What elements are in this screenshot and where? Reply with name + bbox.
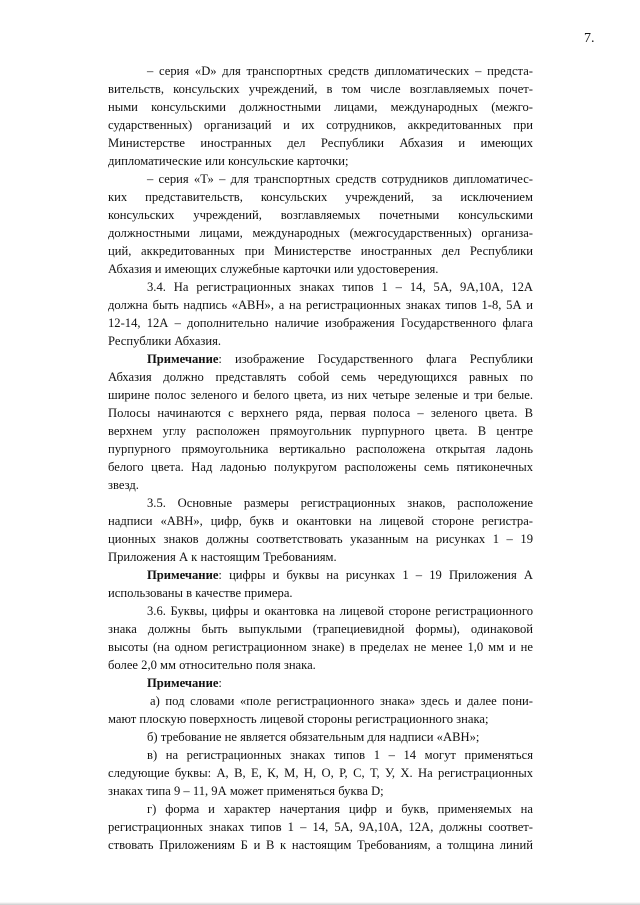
note-label: Примечание [147, 568, 219, 582]
text-line: знака должны быть выпуклыми (трапециевидной формы), одинаковой [108, 622, 533, 636]
text-line: ными консульскими должностными лицами, международных (межго- [108, 100, 533, 114]
note-text: : изображение Государственного флага Республики [218, 352, 533, 366]
text-line: верхнем углу расположен прямоугольник пурпурного цвета. В центре [108, 424, 533, 438]
text-line: – серия «D» для транспортных средств дипломатических – предста- [147, 64, 533, 78]
note-text: : цифры и буквы на рисунках 1 – 19 Приложения А [218, 568, 533, 582]
text-line: ких представительств, консульских учреждений, за исключением [108, 190, 533, 204]
paragraph [108, 728, 533, 746]
text-line: белого цвета. Над ладонью полукругом расположены семь пятиконечных [108, 460, 533, 474]
text-line: дипломатические или консульские карточки; [108, 154, 349, 168]
text-line: Приложения А к настоящим Требованиям. [108, 550, 337, 564]
paragraph [108, 692, 533, 728]
text-line: более 2,0 мм относительно поля знака. [108, 658, 316, 672]
page-number: 7. [584, 31, 595, 46]
text-line: а) под словами «поле регистрационного знака» здесь и далее пони- [150, 694, 533, 708]
text-line: консульских учреждений, возглавляемых почетными консульскими [108, 208, 533, 222]
note-label: Примечание [147, 676, 219, 690]
text-line: 12-14, 12А – дополнительно наличие изображения Государственного флага [108, 316, 533, 330]
text-line: звезд. [108, 478, 139, 492]
note-text: : [218, 676, 222, 690]
text-line: – серия «Т» – для транспортных средств сотрудников дипломатичес- [147, 172, 533, 186]
text-line: 3.5. Основные размеры регистрационных знаков, расположение [147, 496, 533, 510]
text-line: в) на регистрационных знаках типов 1 – 14 могут применяться [147, 748, 533, 762]
note-label: Примечание [147, 352, 219, 366]
paragraph [108, 746, 533, 800]
paragraph [108, 170, 533, 278]
paragraph [108, 494, 533, 566]
text-line: регистрационных знаках типов 1 – 14, 5А, 9А,10А, 12А, должны соответ- [108, 820, 533, 834]
paragraph [108, 350, 533, 494]
text-line: пурпурного прямоугольника вертикально расположена открытая ладонь [108, 442, 533, 456]
text-line [108, 566, 533, 584]
text-line: вительств, консульских учреждений, в том числе возглавляемых почет- [108, 82, 533, 96]
text-line: знаках типа 9 – 11, 9А может применяться буква D; [108, 784, 384, 798]
text-line: должностными лицами, международных (межгосударственных) организа- [108, 226, 533, 240]
paragraph [108, 566, 533, 602]
text-line: ширине полос зеленого и белого цвета, из них четыре зеленые и три белые. [108, 388, 533, 402]
text-line: высоты (на одном регистрационном знаке) в пределах не менее 1,0 мм и не [108, 640, 533, 654]
text-line: надписи «АВН», цифр, букв и окантовки на лицевой стороне регистра- [108, 514, 533, 528]
text-line [108, 674, 533, 692]
text-line: Абхазия и имеющих служебные карточки или удостоверения. [108, 262, 439, 276]
text-line: Полосы начинаются с верхнего ряда, первая полоса – зеленого цвета. В [108, 406, 533, 420]
text-line: сударственных) организаций и их сотрудников, аккредитованных при [108, 118, 533, 132]
text-line: б) требование не является обязательным для надписи «АВН»; [147, 730, 480, 744]
text-line: 3.6. Буквы, цифры и окантовка на лицевой стороне регистрационного [147, 604, 533, 618]
text-line: мают плоскую поверхность лицевой стороны регистрационного знака; [108, 712, 489, 726]
paragraph [108, 674, 533, 692]
text-line: Министерстве иностранных дел Республики Абхазия и имеющих [108, 136, 533, 150]
text-line: ционных знаков должны соответствовать указанным на рисунках 1 – 19 [108, 532, 533, 546]
text-line: 3.4. На регистрационных знаках типов 1 – 14, 5А, 9А,10А, 12А [147, 280, 533, 294]
text-line: следующие буквы: А, В, Е, К, М, Н, О, Р, С, Т, У, Х. На регистрационных [108, 766, 533, 780]
text-line [108, 350, 533, 368]
text-line: должна быть надпись «АВН», а на регистрационных знаках типов 1-8, 5А и [108, 298, 533, 312]
paragraph [108, 278, 533, 350]
text-line: Республики Абхазия. [108, 334, 222, 348]
paragraph [108, 62, 533, 170]
text-line: ций, аккредитованных при Министерстве иностранных дел Республики [108, 244, 533, 258]
text-line: ствовать Приложениям Б и В к настоящим Требованиям, а толщина линий [108, 838, 533, 852]
paragraph [108, 800, 533, 854]
text-line: использованы в качестве примера. [108, 586, 293, 600]
text-line: г) форма и характер начертания цифр и букв, применяемых на [147, 802, 533, 816]
text-line: Абхазия должно представлять собой семь чередующихся равных по [108, 370, 533, 384]
document-body [108, 62, 533, 854]
paragraph [108, 602, 533, 674]
